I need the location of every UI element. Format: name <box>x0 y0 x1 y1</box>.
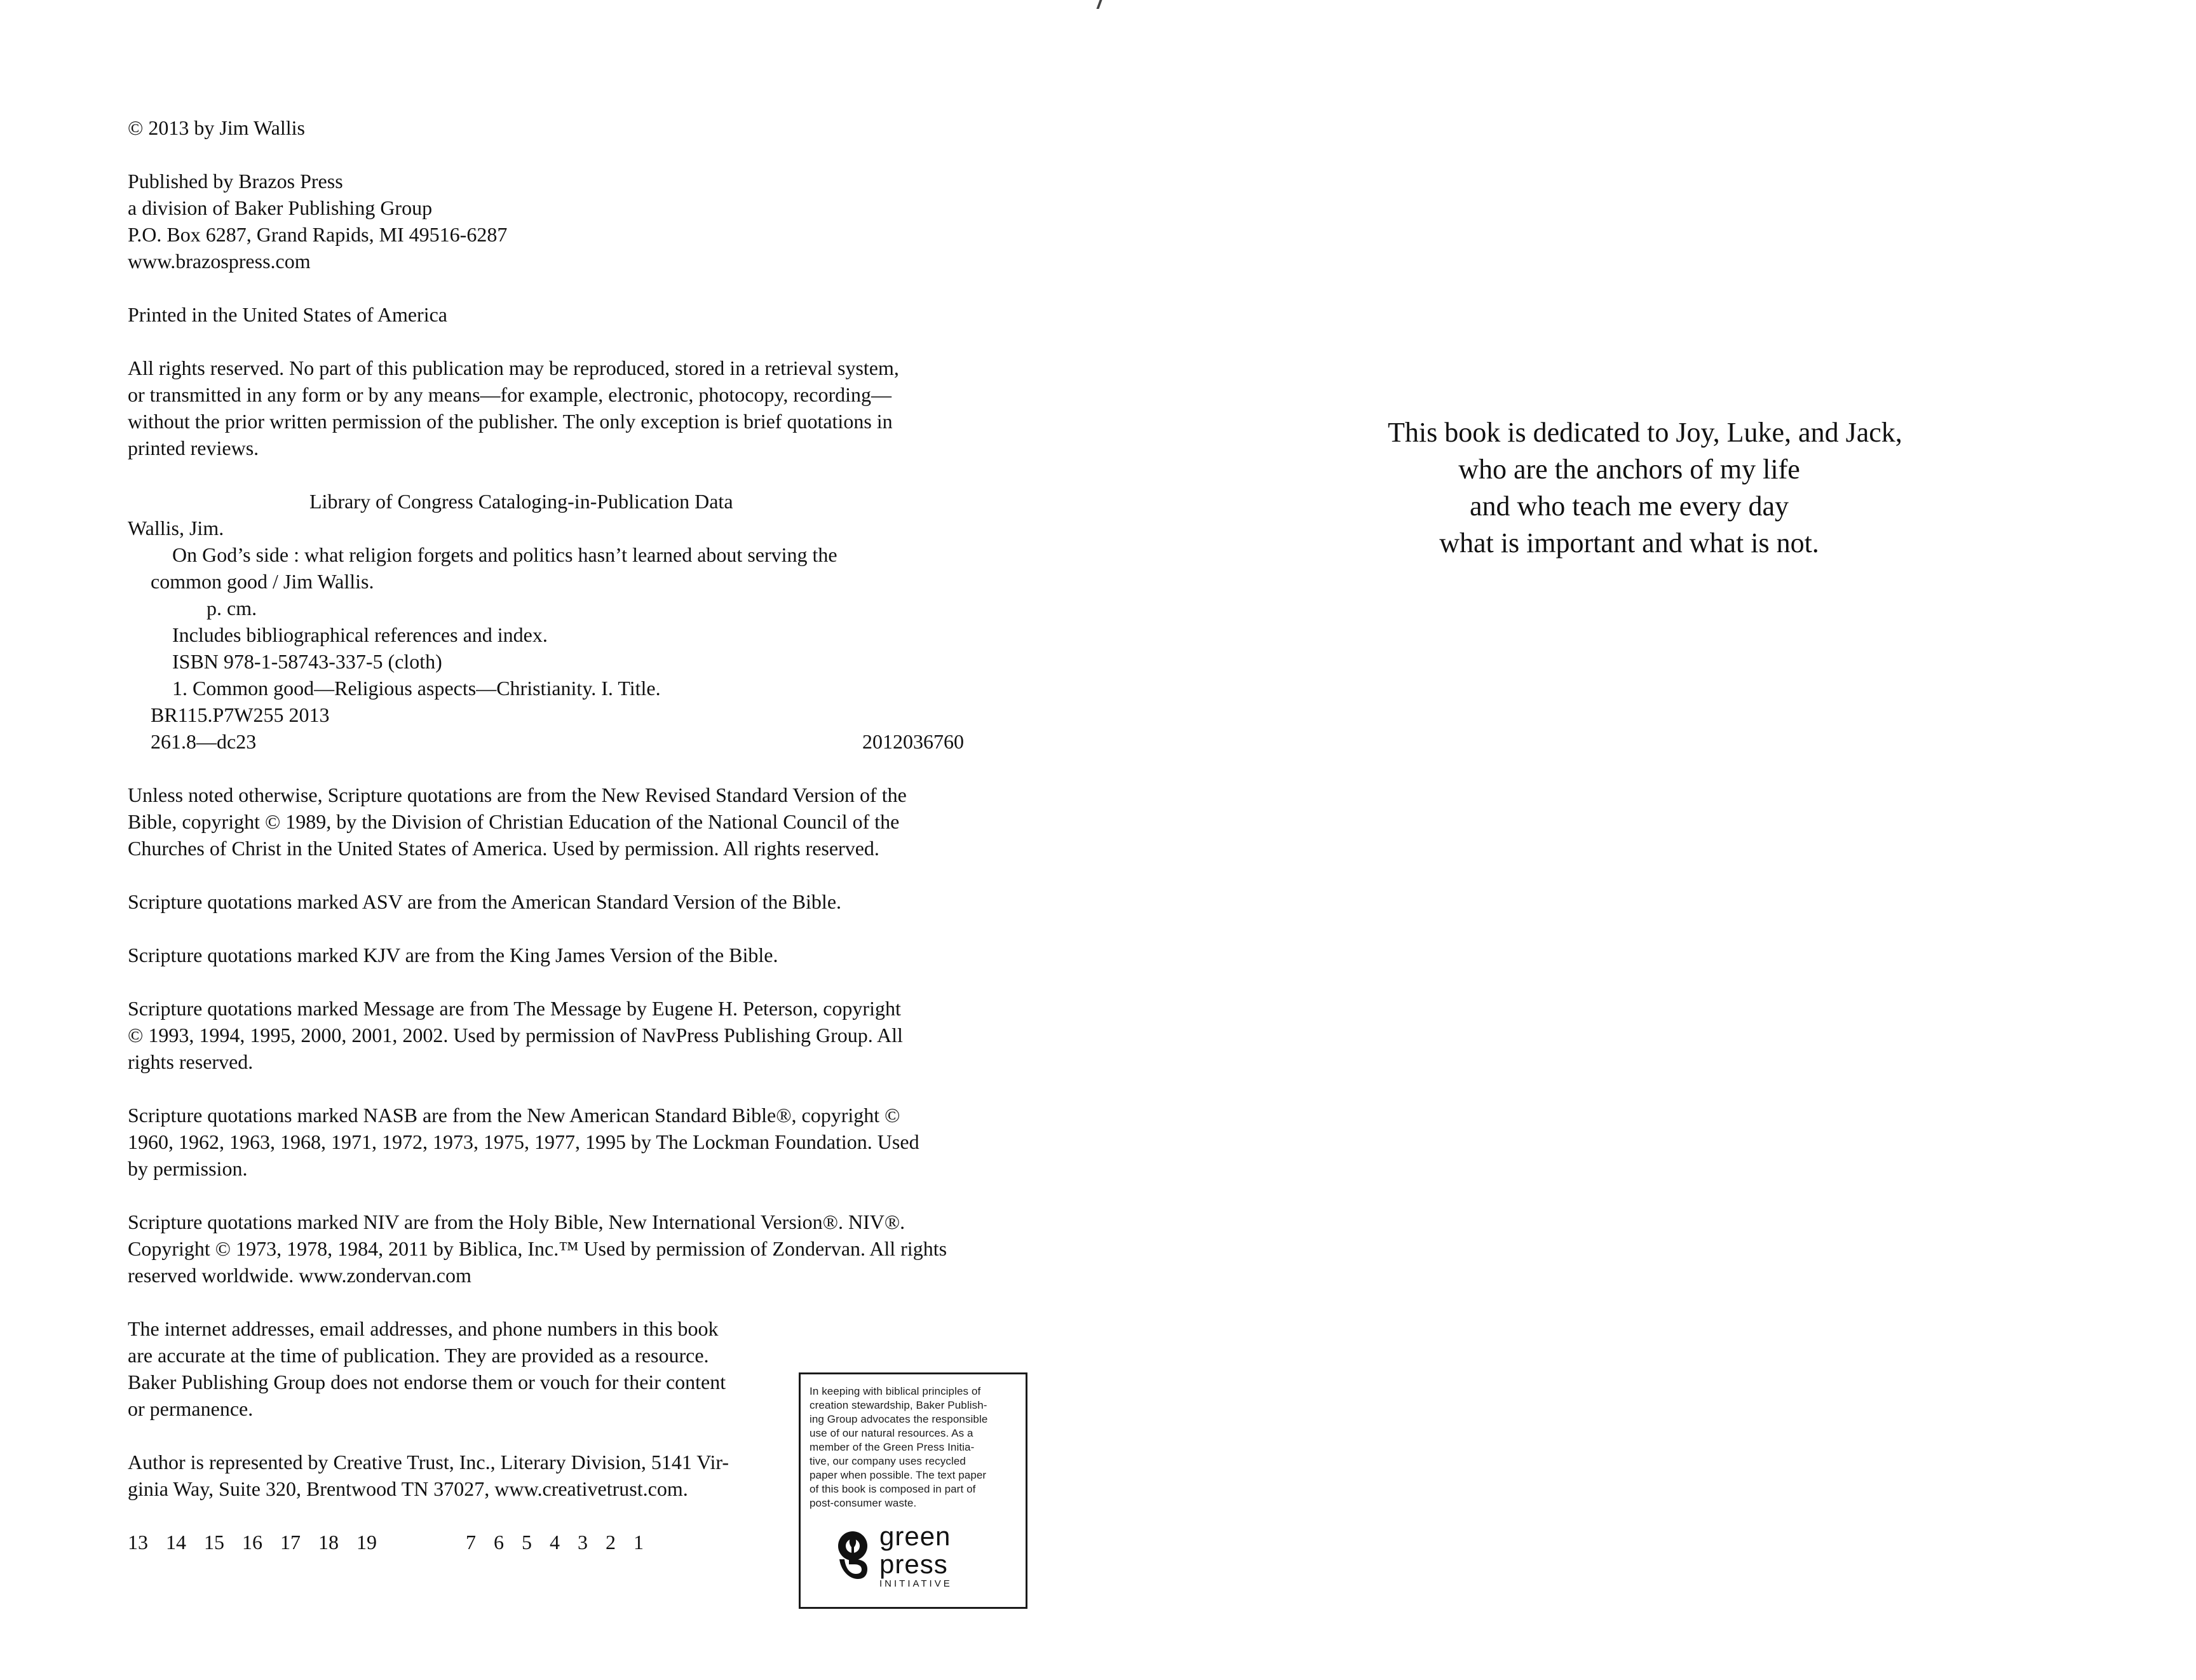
publisher-block <box>128 168 973 274</box>
green-press-logo-icon <box>835 1529 871 1583</box>
cip-dewey: 261.8—dc23 <box>151 730 257 753</box>
internet-disclaimer-line: Baker Publishing Group does not endorse them or vouch for their content <box>128 1371 726 1393</box>
rights-line: without the prior written permission of the publisher. The only exception is brief quotations in <box>128 410 893 433</box>
cip-title-line-1: On God’s side : what religion forgets and politics hasn’t learned about serving the <box>172 543 837 566</box>
printing-numbers <box>466 1529 644 1555</box>
printed-block <box>128 301 973 328</box>
printing-number: 5 <box>522 1531 532 1554</box>
scripture-nasb-line: Scripture quotations marked NASB are from the New American Standard Bible®, copyright © <box>128 1104 900 1127</box>
scripture-nasb-line: by permission. <box>128 1157 248 1180</box>
agent-block <box>128 1449 769 1502</box>
publisher-address-line: P.O. Box 6287, Grand Rapids, MI 49516-6287 <box>128 223 508 246</box>
cip-pages: p. cm. <box>207 597 257 620</box>
green-press-line: post-consumer waste. <box>810 1497 917 1509</box>
rights-block <box>128 355 973 461</box>
printing-year: 16 <box>242 1531 262 1554</box>
dedication-page <box>1098 0 2196 1680</box>
printing-year: 15 <box>204 1531 224 1554</box>
cip-includes: Includes bibliographical references and index. <box>172 623 548 646</box>
publisher-website-line: www.brazospress.com <box>128 250 311 273</box>
green-press-box <box>799 1372 1027 1609</box>
dedication-line: This book is dedicated to Joy, Luke, and Jack, <box>1388 417 1902 448</box>
dedication-line: what is important and what is not. <box>1439 527 1819 559</box>
cip-title-line-2: common good / Jim Wallis. <box>151 570 374 593</box>
dedication-text <box>1388 414 1902 562</box>
green-press-line: In keeping with biblical principles of <box>810 1385 981 1397</box>
scripture-nrsv-line: Bible, copyright © 1989, by the Division of Christian Education of the National Council of the <box>128 810 900 833</box>
rights-line: All rights reserved. No part of this publication may be reproduced, stored in a retrieval system, <box>128 356 899 379</box>
green-press-line: paper when possible. The text paper <box>810 1469 987 1481</box>
copyright-text-column <box>128 114 973 1555</box>
cip-call-number: BR115.P7W255 2013 <box>151 703 330 726</box>
green-press-line: ing Group advocates the responsible <box>810 1413 988 1425</box>
scripture-kjv-block <box>128 942 973 968</box>
green-press-line: of this book is composed in part of <box>810 1483 976 1495</box>
cip-subject: 1. Common good—Religious aspects—Christianity. I. Title. <box>172 677 661 700</box>
cip-heading: Library of Congress Cataloging-in-Publication Data <box>309 490 733 513</box>
green-press-line: use of our natural resources. As a <box>810 1427 973 1439</box>
printing-year: 13 <box>128 1531 148 1554</box>
green-press-logo-text <box>879 1523 952 1589</box>
scripture-asv-block <box>128 888 973 915</box>
copyright-line: © 2013 by Jim Wallis <box>128 116 305 139</box>
scripture-niv-block <box>128 1209 973 1289</box>
green-press-line: member of the Green Press Initia- <box>810 1441 975 1453</box>
internet-disclaimer-line: The internet addresses, email addresses, and phone numbers in this book <box>128 1317 719 1340</box>
scripture-message-line: Scripture quotations marked Message are from The Message by Eugene H. Peterson, copyright <box>128 997 901 1020</box>
printing-year: 19 <box>356 1531 377 1554</box>
internet-disclaimer-line: are accurate at the time of publication. They are provided as a resource. <box>128 1344 709 1367</box>
printing-year: 18 <box>318 1531 339 1554</box>
cip-isbn: ISBN 978-1-58743-337-5 (cloth) <box>172 650 442 673</box>
printing-year: 17 <box>280 1531 301 1554</box>
dedication-line: who are the anchors of my life <box>1458 454 1800 485</box>
scripture-nrsv-line: Unless noted otherwise, Scripture quotations are from the New Revised Standard Version of the <box>128 783 907 806</box>
cip-classification-row <box>151 728 964 755</box>
publisher-division-line: a division of Baker Publishing Group <box>128 196 433 219</box>
scripture-message-line: © 1993, 1994, 1995, 2000, 2001, 2002. Used by permission of NavPress Publishing Group. All <box>128 1024 903 1047</box>
scripture-nrsv-line: Churches of Christ in the United States of America. Used by permission. All rights reserved. <box>128 837 879 860</box>
printing-year: 14 <box>166 1531 186 1554</box>
logo-word-press: press <box>879 1549 948 1579</box>
cip-lccn: 2012036760 <box>862 730 964 753</box>
agent-line: ginia Way, Suite 320, Brentwood TN 37027, www.creativetrust.com. <box>128 1477 688 1500</box>
green-press-line: tive, our company uses recycled <box>810 1455 966 1467</box>
rights-line: or transmitted in any form or by any means—for example, electronic, photocopy, recording— <box>128 383 891 406</box>
agent-line: Author is represented by Creative Trust, Inc., Literary Division, 5141 Vir- <box>128 1451 729 1473</box>
green-press-statement <box>810 1385 1017 1510</box>
printed-line: Printed in the United States of America <box>128 303 447 326</box>
printing-number: 1 <box>634 1531 644 1554</box>
rights-line: printed reviews. <box>128 437 259 459</box>
scripture-niv-line: Scripture quotations marked NIV are from the Holy Bible, New International Version®. NIV®. <box>128 1210 905 1233</box>
cip-author: Wallis, Jim. <box>128 517 224 539</box>
scripture-nasb-block <box>128 1102 973 1182</box>
scripture-niv-line: Copyright © 1973, 1978, 1984, 2011 by Biblica, Inc.™ Used by permission of Zondervan. All rights <box>128 1237 947 1260</box>
copyright-block <box>128 114 973 141</box>
logo-word-initiative: INITIATIVE <box>879 1578 952 1589</box>
printing-number: 2 <box>606 1531 616 1554</box>
printing-number: 3 <box>578 1531 588 1554</box>
printing-spacer <box>402 1529 440 1555</box>
internet-disclaimer-block <box>128 1315 769 1422</box>
green-press-line: creation stewardship, Baker Publish- <box>810 1399 987 1411</box>
scripture-nrsv-block <box>128 782 973 862</box>
scripture-message-block <box>128 995 973 1075</box>
printing-years <box>128 1529 377 1555</box>
logo-word-green: green <box>879 1521 951 1551</box>
publisher-line: Published by Brazos Press <box>128 170 343 193</box>
scripture-niv-line: reserved worldwide. www.zondervan.com <box>128 1264 471 1287</box>
scripture-message-line: rights reserved. <box>128 1050 254 1073</box>
cip-block <box>128 488 973 755</box>
scripture-asv-line: Scripture quotations marked ASV are from the American Standard Version of the Bible. <box>128 890 842 913</box>
scripture-nasb-line: 1960, 1962, 1963, 1968, 1971, 1972, 1973, 1975, 1977, 1995 by The Lockman Foundation. Used <box>128 1130 919 1153</box>
dedication-line: and who teach me every day <box>1469 491 1789 522</box>
printing-number: 6 <box>494 1531 504 1554</box>
green-press-logo <box>835 1523 1017 1589</box>
scripture-kjv-line: Scripture quotations marked KJV are from the King James Version of the Bible. <box>128 944 778 966</box>
printing-number: 4 <box>550 1531 560 1554</box>
printing-number: 7 <box>466 1531 476 1554</box>
internet-disclaimer-line: or permanence. <box>128 1397 254 1420</box>
